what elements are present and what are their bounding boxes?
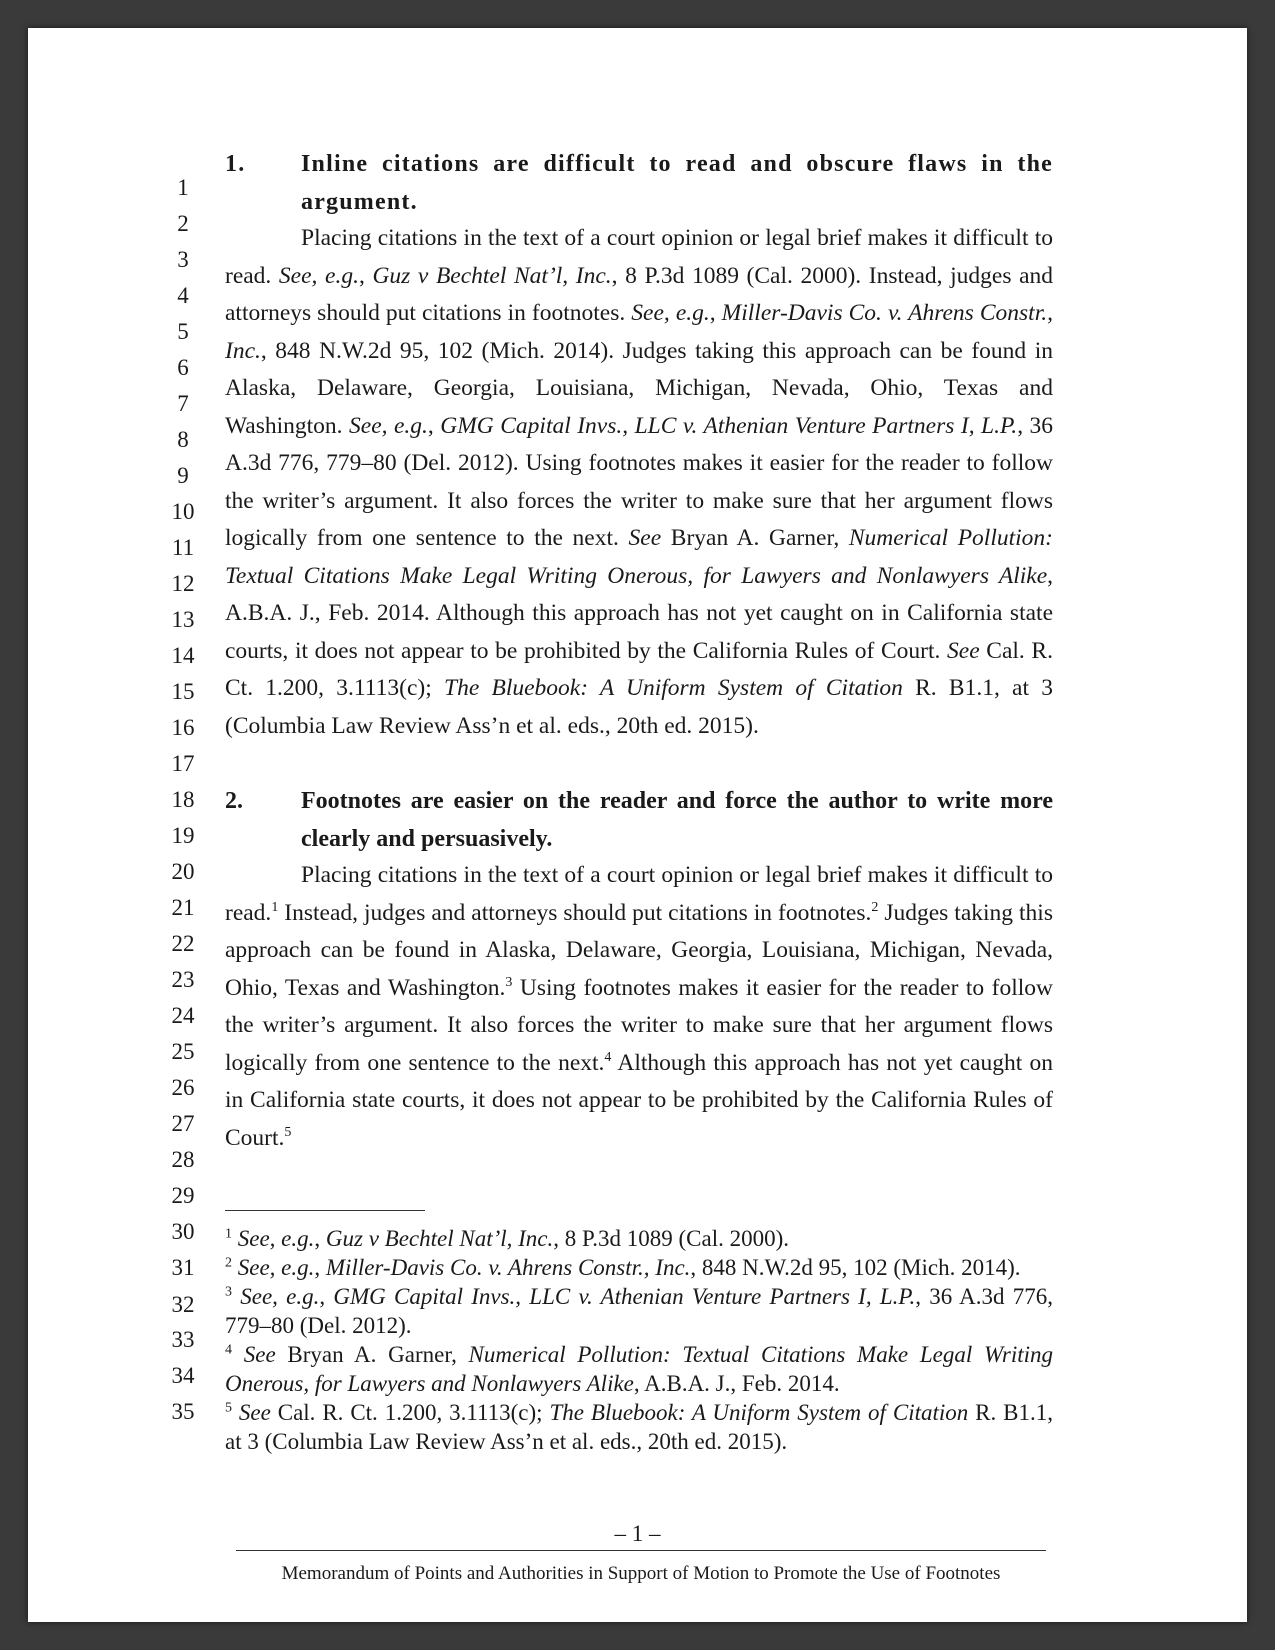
text-run: , [709,300,722,326]
line-number: 8 [177,427,189,452]
line-number: 24 [171,1003,195,1028]
text-run: , [314,1226,326,1251]
signal-italic: See, e.g. [237,1255,315,1280]
line-number: 30 [171,1219,195,1244]
book-title-italic: The Bluebook: A Uniform System of Citation [444,675,903,701]
line-number: 11 [171,535,195,560]
line-number: 35 [171,1399,195,1424]
text-run: , 8 P.3d 1089 (Cal. 2000). Instead, judges and attorneys should put citations in footnotes. [225,262,1054,326]
text-run: R. B1.1, at 3 (Columbia Law Review Ass’n et al. eds., 20th ed. 2015). [225,1400,1054,1454]
text-run: Bryan A. Garner, [275,1342,469,1367]
text-run: , [358,262,373,289]
signal-italic: See, e.g. [237,1226,315,1251]
line-number: 20 [171,859,195,884]
line-number: 15 [171,679,195,704]
text-run: Placing citations in the text of a court opinion or legal brief makes it difficult to read. [225,862,1053,926]
line-number: 4 [177,283,189,308]
section-2-heading [225,783,1053,858]
document-page [28,28,1247,1622]
footnotes [225,1224,1053,1456]
footnote-separator [225,1210,425,1211]
line-number: 9 [177,463,189,488]
text-run: , 36 A.3d 776, 779–80 (Del. 2012). [225,1284,1054,1338]
text-run: , A.B.A. J., Feb. 2014. Although this approach has not yet caught on in California state courts, it does not appear to be prohibited by the California Rules of Court. [225,562,1053,664]
line-number: 2 [177,211,189,236]
footnote-mark: 3 [225,1284,232,1300]
footnote-mark: 2 [225,1255,232,1271]
line-number: 6 [177,355,189,380]
text-run: , 848 N.W.2d 95, 102 (Mich. 2014). [690,1255,1021,1280]
line-number-gutter [28,28,228,1622]
text-run: Bryan A. Garner, [661,525,849,551]
footnote-3 [225,1282,1053,1340]
text-run: Instead, judges and attorneys should put citations in footnotes. [278,899,872,926]
signal-italic: See [243,1342,276,1367]
line-number: 17 [171,751,195,776]
footnote-mark: 5 [225,1400,232,1416]
line-number: 5 [177,319,189,344]
text-run: R. B1.1, at 3 (Columbia Law Review Ass’n et al. eds., 20th ed. 2015). [225,675,1053,739]
text-run: Judges taking this approach can be found in Alaska, Delaware, Georgia, Louisiana, Michigan, Nevada, Ohio, Texas and Washington. [225,899,1053,1001]
line-number: 1 [177,175,189,200]
footnote-reference[interactable]: 1 [271,899,279,915]
line-number: 22 [171,931,195,956]
line-number: 12 [171,571,195,596]
signal-italic: See [628,525,662,551]
footnote-reference[interactable]: 3 [505,974,513,990]
text-run: , [314,1255,326,1280]
case-name-italic: Guz v Bechtel Nat’l, Inc. [325,1226,554,1251]
line-number: 29 [171,1183,195,1208]
article-title-italic: Numerical Pollution: Textual Citations Make Legal Writing Onerous, for Lawyers and Nonlawyers Alike [225,525,1053,589]
line-number: 27 [171,1111,195,1136]
signal-italic: See, e.g. [631,300,710,326]
signal-italic: See, e.g. [349,412,428,439]
footnote-mark: 4 [225,1342,232,1358]
line-number: 26 [171,1075,195,1100]
case-name-italic: Miller-Davis Co. v. Ahrens Constr., Inc. [225,300,1054,364]
text-run: , 8 P.3d 1089 (Cal. 2000). [553,1226,790,1251]
footnote-reference[interactable]: 2 [871,899,879,915]
line-number: 7 [177,391,189,416]
line-number: 18 [171,787,195,812]
section-1-number: 1. [225,151,246,177]
line-number: 23 [171,967,195,992]
footnote-reference[interactable]: 4 [604,1049,612,1065]
section-2-number: 2. [225,788,243,814]
footnote-reference[interactable]: 5 [284,1124,292,1140]
section-1-paragraph [225,220,1053,745]
line-number: 19 [171,823,195,848]
signal-italic: See, e.g. [240,1284,320,1309]
signal-italic: See [947,637,980,664]
section-1-heading-text: Inline citations are difficult to read and obscure flaws in the argument. [301,151,1053,215]
case-name-italic: GMG Capital Invs., LLC v. Athenian Venture Partners I, L.P. [440,412,1018,439]
text-run: Cal. R. Ct. 1.200, 3.1113(c); [225,637,1053,701]
footnote-5 [225,1398,1053,1456]
line-number: 33 [171,1327,195,1352]
line-number: 16 [171,715,195,740]
footnote-mark: 1 [225,1226,232,1242]
line-number: 34 [171,1363,195,1388]
article-title-italic: Numerical Pollution: Textual Citations Make Legal Writing Onerous, for Lawyers and Nonlawyers Alike [225,1342,1053,1396]
footer-rule [236,1550,1046,1551]
footnote-2 [225,1253,1053,1282]
footnote-4 [225,1340,1053,1398]
case-name-italic: GMG Capital Invs., LLC v. Athenian Venture Partners I, L.P. [333,1284,916,1309]
line-number: 3 [177,247,189,272]
line-number: 13 [171,607,195,632]
footer-title: Memorandum of Points and Authorities in Support of Motion to Promote the Use of Footnotes [281,1563,1001,1584]
section-1-heading [225,146,1053,221]
text-run: , 36 A.3d 776, 779–80 (Del. 2012). Using footnotes makes it easier for the reader to follow the writer’s argument. It also forces the writer to make sure that her argument flows logically from one sentence to the next. [225,412,1054,551]
line-number: 32 [171,1292,195,1317]
text-run: , A.B.A. J., Feb. 2014. [633,1371,840,1396]
line-number: 31 [171,1255,195,1280]
signal-italic: See [238,1400,271,1425]
footnote-1 [225,1224,1053,1253]
text-run: , [427,412,441,439]
text-run: Placing citations in the text of a court opinion or legal brief makes it difficult to read. [225,225,1053,289]
text-run: Cal. R. Ct. 1.200, 3.1113(c); [270,1400,550,1425]
text-run: , [319,1284,334,1309]
section-2-paragraph [225,857,1053,1157]
signal-italic: See, e.g. [278,262,359,289]
line-number: 28 [171,1147,195,1172]
line-number: 10 [171,499,195,524]
line-number: 25 [171,1039,195,1064]
text-run: , 848 N.W.2d 95, 102 (Mich. 2014). Judges taking this approach can be found in Alaska, Delaware, Georgia, Louisiana, Michigan, Nevada, Ohio, Texas and Washington. [225,337,1053,439]
line-number: 21 [171,895,195,920]
book-title-italic: The Bluebook: A Uniform System of Citation [549,1400,969,1425]
text-run: Using footnotes makes it easier for the reader to follow the writer’s argument. It also forces the writer to make sure that her argument flows logically from one sentence to the next. [225,974,1053,1076]
page-number: – 1 – [614,1521,661,1546]
section-2-heading-text: Footnotes are easier on the reader and force the author to write more clearly and persuasively. [301,788,1053,852]
text-run: Although this approach has not yet caught on in California state courts, it does not appear to be prohibited by the California Rules of Court. [225,1049,1053,1151]
line-number: 14 [171,643,195,668]
case-name-italic: Guz v Bechtel Nat’l, Inc. [372,262,612,289]
case-name-italic: Miller-Davis Co. v. Ahrens Constr., Inc. [325,1255,691,1280]
